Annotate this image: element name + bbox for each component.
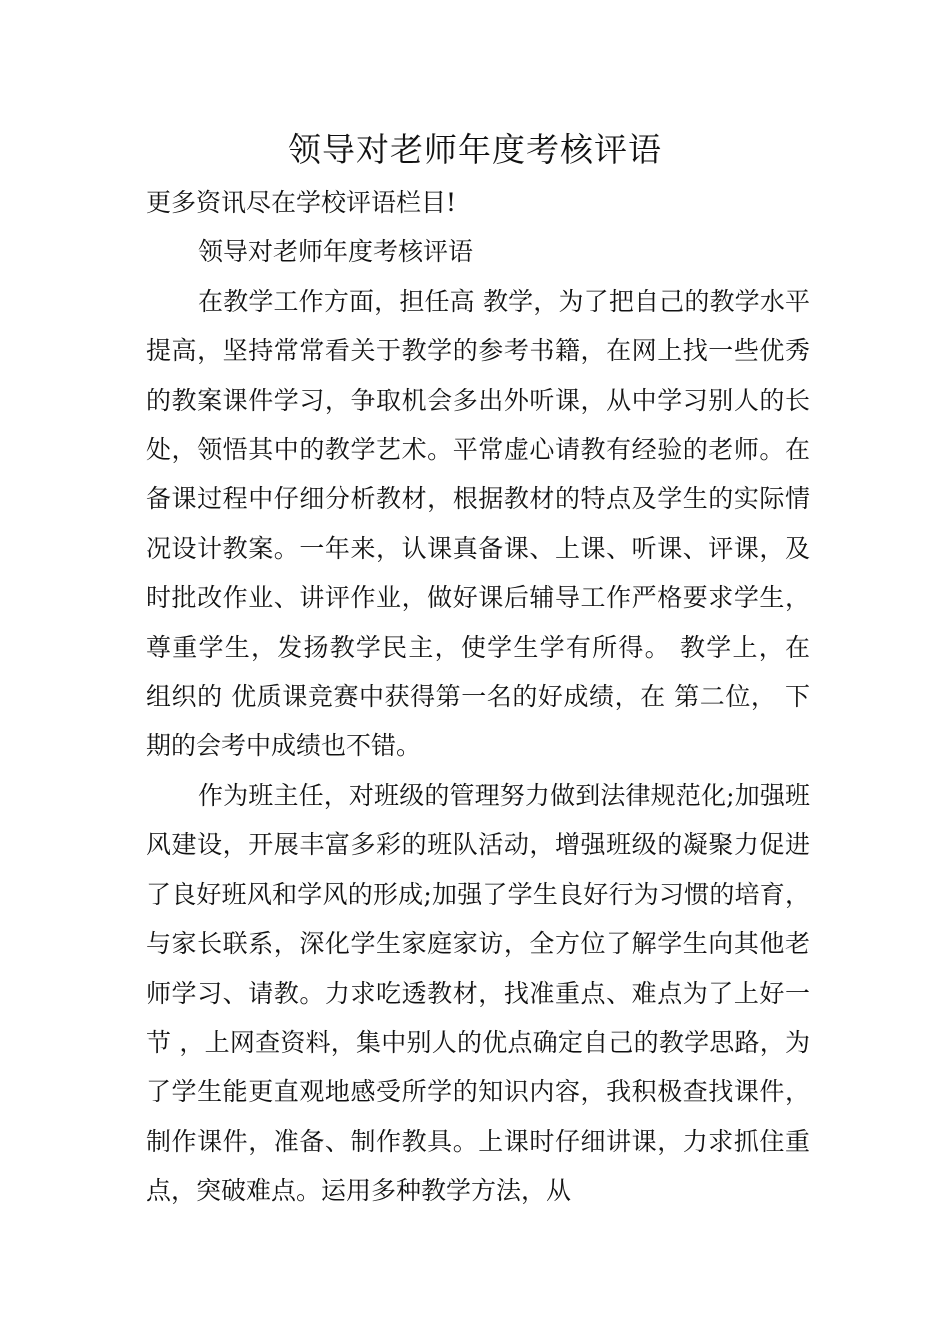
document-body [146, 178, 810, 1216]
intro-line: 更多资讯尽在学校评语栏目! [146, 188, 457, 217]
subtitle-line: 领导对老师年度考核评语 [198, 237, 474, 267]
document-title: 领导对老师年度考核评语 [288, 130, 662, 169]
paragraph-teaching: 在教学工作方面，担任高 教学，为了把自己的教学水平提高，坚持常常看关于教学的参考书籍，在网上找一些优秀的教案课件学习，争取机会多出外听课，从中学习别人的长处，领悟其中的教学艺术。平常虚心请教有经验的老师。在备课过程中仔细分析教材，根据教材的特点及学生的实际情况设计教案。一年来，认课真备课、上课、听课、评课，及时批改作业、讲评作业，做好课后辅导工作严格要求学生，尊重学生，发扬教学民主，使学生学有所得。 教学上，在 组织的 优质课竞赛中获得第一名的好成绩，在 第二位， 下期的会考中成绩也不错。 [146, 286, 810, 761]
paragraph-class-management: 作为班主任，对班级的管理努力做到法律规范化;加强班风建设，开展丰富多彩的班队活动，增强班级的凝聚力促进了良好班风和学风的形成;加强了学生良好行为习惯的培育，与家长联系，深化学生家庭家访，全方位了解学生向其他老师学习、请教。力求吃透教材，找准重点、难点为了上好一节 ，上网查资料，集中别人的优点确定自己的教学思路，为了学生能更直观地感受所学的知识内容，我积极查找课件，制作课件，准备、制作教具。上课时仔细讲课，力求抓住重点，突破难点。运用多种教学方法，从 [146, 780, 810, 1206]
